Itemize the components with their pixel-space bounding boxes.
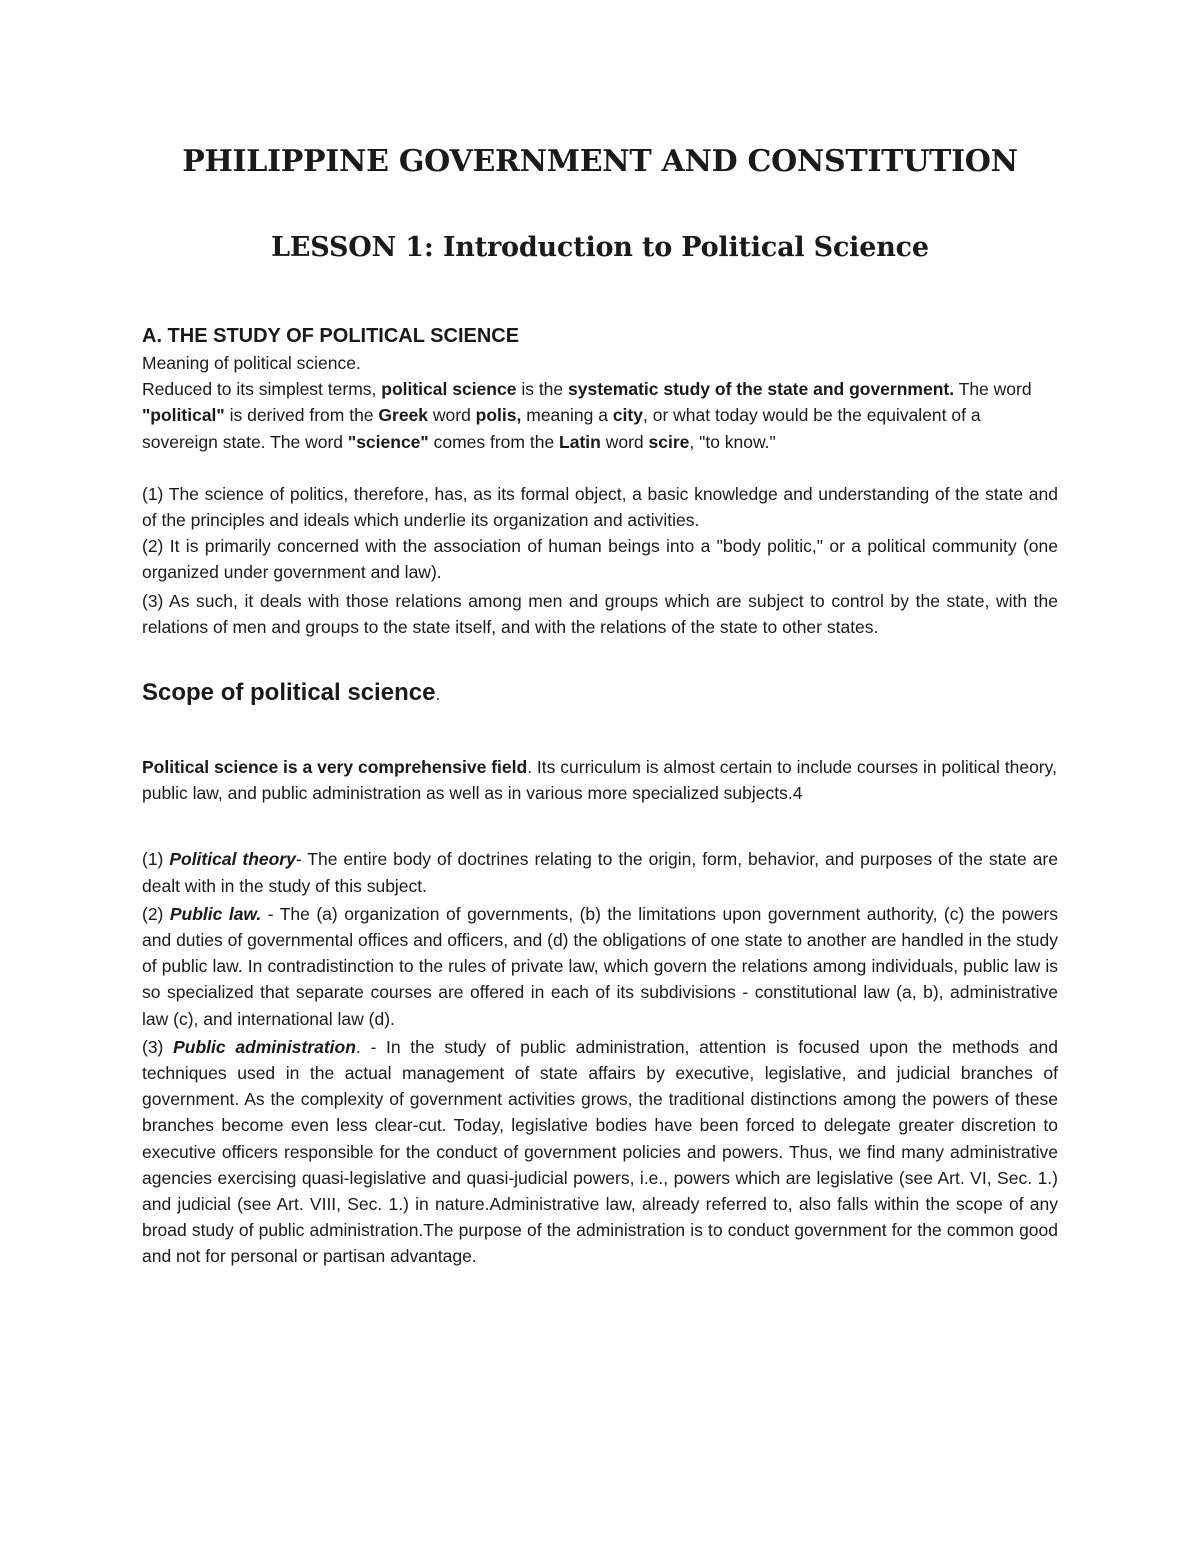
meaning-line: Meaning of political science. xyxy=(142,353,361,373)
point-2: (2) It is primarily concerned with the association of human beings into a "body politic," or a political community (one organized under government and law). xyxy=(142,536,1058,583)
scope-heading: Scope of political science. xyxy=(142,679,441,707)
scope-term-3: Public administration xyxy=(173,1036,356,1057)
scope-item-1: (1) Political theory- The entire body of doctrines relating to the origin, form, behavior, and purposes of the state are dealt with in the study of this subject. xyxy=(142,849,1058,896)
document-title: PHILIPPINE GOVERNMENT AND CONSTITUTION xyxy=(182,144,1018,179)
definition-paragraph: Reduced to its simplest terms, political science is the systematic study of the state and government. The word "political" is derived from the Greek word polis, meaning a city, or what today would be the equivalent of a sovereign state. The word "science" comes from the Latin word scire, "to know." xyxy=(142,379,1032,452)
lesson-title xyxy=(142,230,1058,266)
point-1: (1) The science of politics, therefore, has, as its formal object, a basic knowledge and understanding of the state and of the principles and ideals which underlie its organization and activities. xyxy=(142,483,1058,531)
scope-item-2: (2) Public law. - The (a) organization of governments, (b) the limitations upon government authority, (c) the powers and duties of governmental offices and officers, and (d) the obligations of one state to another are handled in the study of public law. In contradistinction to the rules of private law, which govern the relations among individuals, public law is so specialized that separate courses are offered in each of its subdivisions - constitutional law (a, b), administrative law (c), and international law (d). xyxy=(142,903,1059,1029)
scope-intro: Political science is a very comprehensive field. Its curriculum is almost certain to include courses in political theory, public law, and public administration as well as in various more specialized subjects.4 xyxy=(142,757,1057,804)
lesson-label: LESSON 1: xyxy=(271,232,434,263)
scope-item-3: (3) Public administration. - In the study of public administration, attention is focused upon the methods and techniques used in the actual management of state affairs by executive, legislative, and judicial branches of government. As the complexity of government activities grows, the traditional distinctions among the powers of these branches become even less clear-cut. Today, legislative bodies have been forced to delegate greater discretion to executive officers responsible for the conduct of government policies and powers. Thus, we find many administrative agencies exercising quasi-legislative and quasi-judicial powers, i.e., powers which are legislative (see Art. VI, Sec. 1.) and judicial (see Art. VIII, Sec. 1.) in nature.Administrative law, already referred to, also falls within the scope of any broad study of public administration.The purpose of the administration is to conduct government for the common good and not for personal or partisan advantage. xyxy=(142,1036,1059,1267)
scope-term-2: Public law. xyxy=(169,903,262,924)
scope-term-1: Political theory xyxy=(169,849,296,870)
section-a-heading: A. THE STUDY OF POLITICAL SCIENCE xyxy=(142,325,520,347)
lesson-name: Introduction to Political Science xyxy=(433,232,929,263)
point-3: (3) As such, it deals with those relations among men and groups which are subject to control by the state, with the relations of men and groups to the state itself, and with the relations of the state to other states. xyxy=(142,590,1058,637)
